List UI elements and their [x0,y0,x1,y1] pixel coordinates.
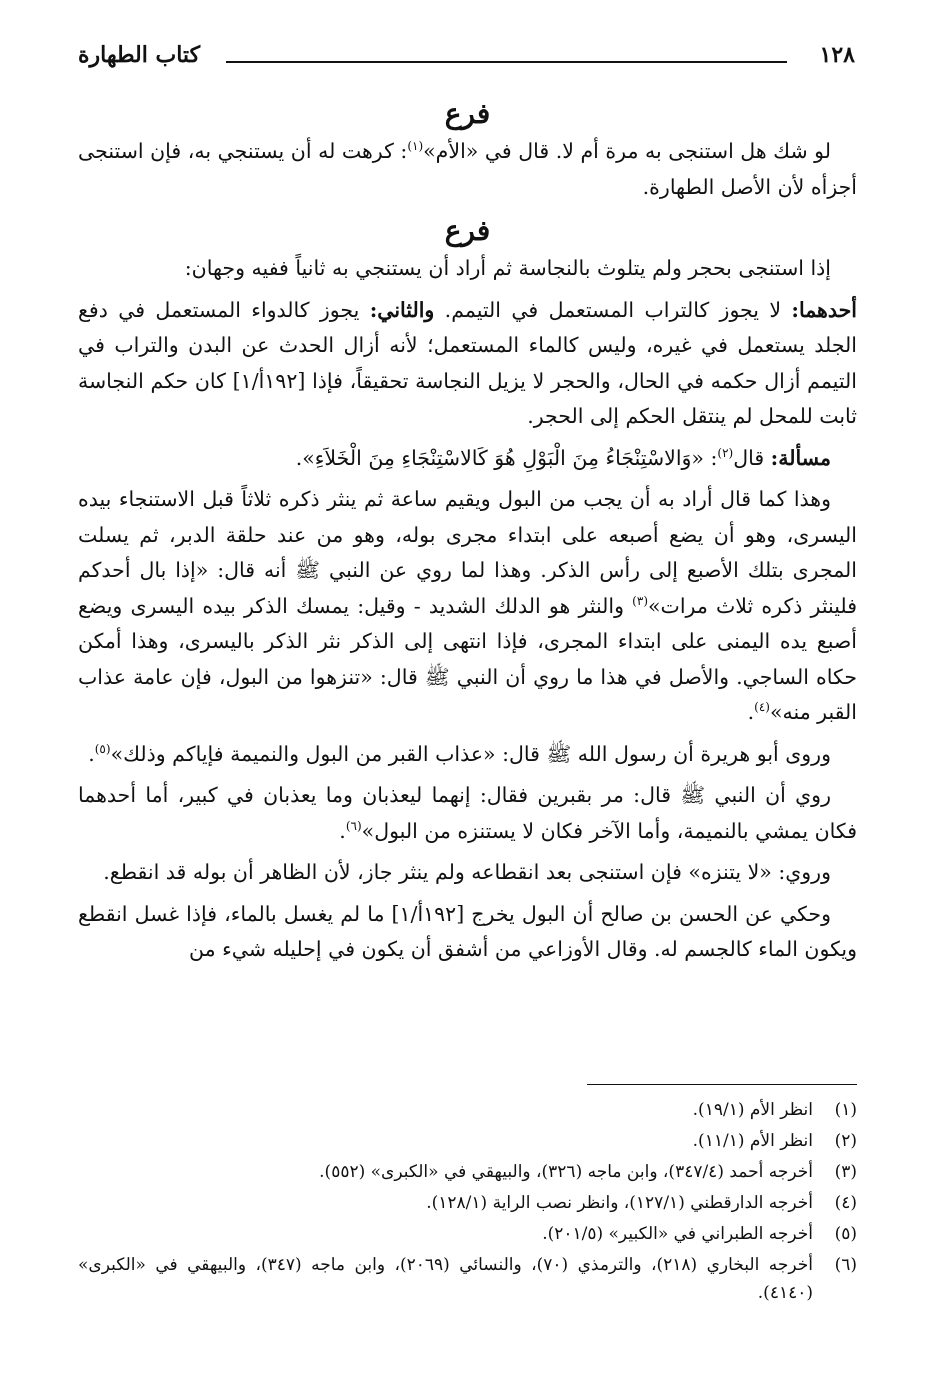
paragraph [78,251,857,287]
footnote-number: (٣) [834,1162,857,1182]
footnote-reference: (٦) [345,818,362,833]
text-run: والنثر هو الدلك الشديد - وقيل: يمسك الذكر بيده اليسرى ويضع أصبع يده اليمنى على ابتداء المجرى، فإذا انتهى إلى الذكر نثر الذكر باليسرى، وهذا أمكن حكاه الساجي. والأصل في هذا ما روي أن النبي ﷺ قال: «تنزهوا من البول، فإن عامة عذاب القبر منه» [78,593,857,724]
text-run: يجوز كالدواء المستعمل في دفع الجلد يستعمل في غيره، وليس كالماء المستعمل؛ لأنه أزال الحدث عن البدن والتراب في التيمم أزال حكمه في الحال، والحجر لا يزيل النجاسة تحقيقاً، فإذا [١٩٢أ/١] كان حكم النجاسة ثابت للمحل لم ينتقل الحكم إلى الحجر. [78,297,857,428]
footnote [78,1127,857,1155]
footnote-text: أخرجه الطبراني في «الكبير» (٢٠١/٥). [542,1224,813,1244]
paragraph [78,293,857,435]
footnote-number: (٤) [834,1193,857,1213]
header-rule [226,61,787,63]
footnote-separator [587,1084,857,1085]
page-number: ١٢٨ [819,42,855,68]
footnote-number: (٥) [834,1224,857,1244]
footnote-number: (٢) [834,1131,857,1151]
footnote-reference: (٣) [632,593,648,608]
text-run: . [88,741,95,766]
paragraph [78,482,857,731]
paragraph [78,737,857,773]
text-run: وحكي عن الحسن بن صالح أن البول يخرج [١٩٢أ/١] ما لم يغسل بالماء، فإذا غسل انقطع ويكون الماء كالجسم له. وقال الأوزاعي من أشفق أن يكون في إحليله شيء من [78,901,857,961]
footnote-text: انظر الأم (١٩/١). [692,1100,813,1120]
footnote-number: (١) [834,1100,857,1120]
footnote [78,1220,857,1248]
footnote-reference: (١) [407,139,424,154]
footnote-text: انظر الأم (١١/١). [692,1131,813,1151]
text-run: وروى أبو هريرة أن رسول الله ﷺ قال: «عذاب القبر من البول والنميمة فإياكم وذلك» [110,741,831,766]
paragraph [78,441,857,477]
section-heading: فرع [444,214,491,247]
footnote-reference: (٤) [754,700,770,715]
text-run: وروي: «لا يتنزه» فإن استنجى بعد انقطاعه ولم ينثر جاز، لأن الظاهر أن بوله قد انقطع. [103,860,831,884]
main-text [78,92,857,974]
text-run: قال [733,445,771,470]
text-run: : كرهت له أن يستنجي به، فإن استنجى أجزأه لأن الأصل الطهارة. [78,139,857,199]
text-run: . [747,700,755,724]
paragraph [78,778,857,849]
bold-term: أحدهما: [791,297,857,322]
paragraph [78,855,857,891]
bold-term: والثاني: [369,297,435,322]
text-run: وهذا كما قال أراد به أن يجب من البول ويقيم ساعة ثم ينثر ذكره ثلاثاً قبل الاستنجاء بيده اليسرى، وهو أن يضع أصبعه على ابتداء مجرى بوله، وهو من عند حلقة الدبر، ثم يسلت المجرى بتلك الأصبع إلى رأس الذكر. وهذا لما روي عن النبي ﷺ أنه قال: «إذا بال أحدكم فلينثر ذكره ثلاث مرات» [78,487,857,618]
footnote-reference: (٢) [717,445,734,460]
footnote [78,1096,857,1124]
footnote [78,1158,857,1186]
text-run: إذا استنجى بحجر ولم يتلوث بالنجاسة ثم أراد أن يستنجي به ثانياً ففيه وجهان: [184,256,831,280]
footnote-text: أخرجه أحمد (٣٤٧/٤)، وابن ماجه (٣٢٦)، والبيهقي في «الكبرى» (٥٥٢). [319,1162,813,1182]
text-run: . [339,818,346,843]
footnote-text: أخرجه الدارقطني (١٢٧/١)، وانظر نصب الراية (١٢٨/١). [426,1193,813,1213]
paragraph [78,134,857,205]
footnote [78,1189,857,1217]
text-run: روي أن النبي ﷺ قال: مر بقبرين فقال: إنهما ليعذبان وما يعذبان في كبير، أما أحدهما فكان يمشي بالنميمة، وأما الآخر فكان لا يستنزه من البول» [78,783,857,843]
footnote-text: أخرجه البخاري (٢١٨)، والترمذي (٧٠)، والنسائي (٢٠٦٩)، وابن ماجه (٣٤٧)، والبيهقي في «الكبرى» (٤١٤٠). [78,1255,813,1303]
paragraph [78,897,857,968]
text-run: : «وَالاسْتِنْجَاءُ مِنَ الْبَوْلِ هُوَ كَالاسْتِنْجَاءِ مِنَ الْخَلاَءِ». [295,445,718,470]
book-title: كتاب الطهارة [78,42,201,68]
bold-term: مسألة: [770,445,831,470]
section-heading: فرع [444,97,491,130]
footnote-reference: (٥) [94,741,111,756]
text-run: لو شك هل استنجى به مرة أم لا. قال في «الأم» [423,139,831,163]
footnote [78,1251,857,1307]
footnotes [78,1096,857,1310]
text-run: لا يجوز كالتراب المستعمل في التيمم. [434,297,792,322]
footnote-number: (٦) [834,1255,857,1275]
running-header [78,40,855,80]
